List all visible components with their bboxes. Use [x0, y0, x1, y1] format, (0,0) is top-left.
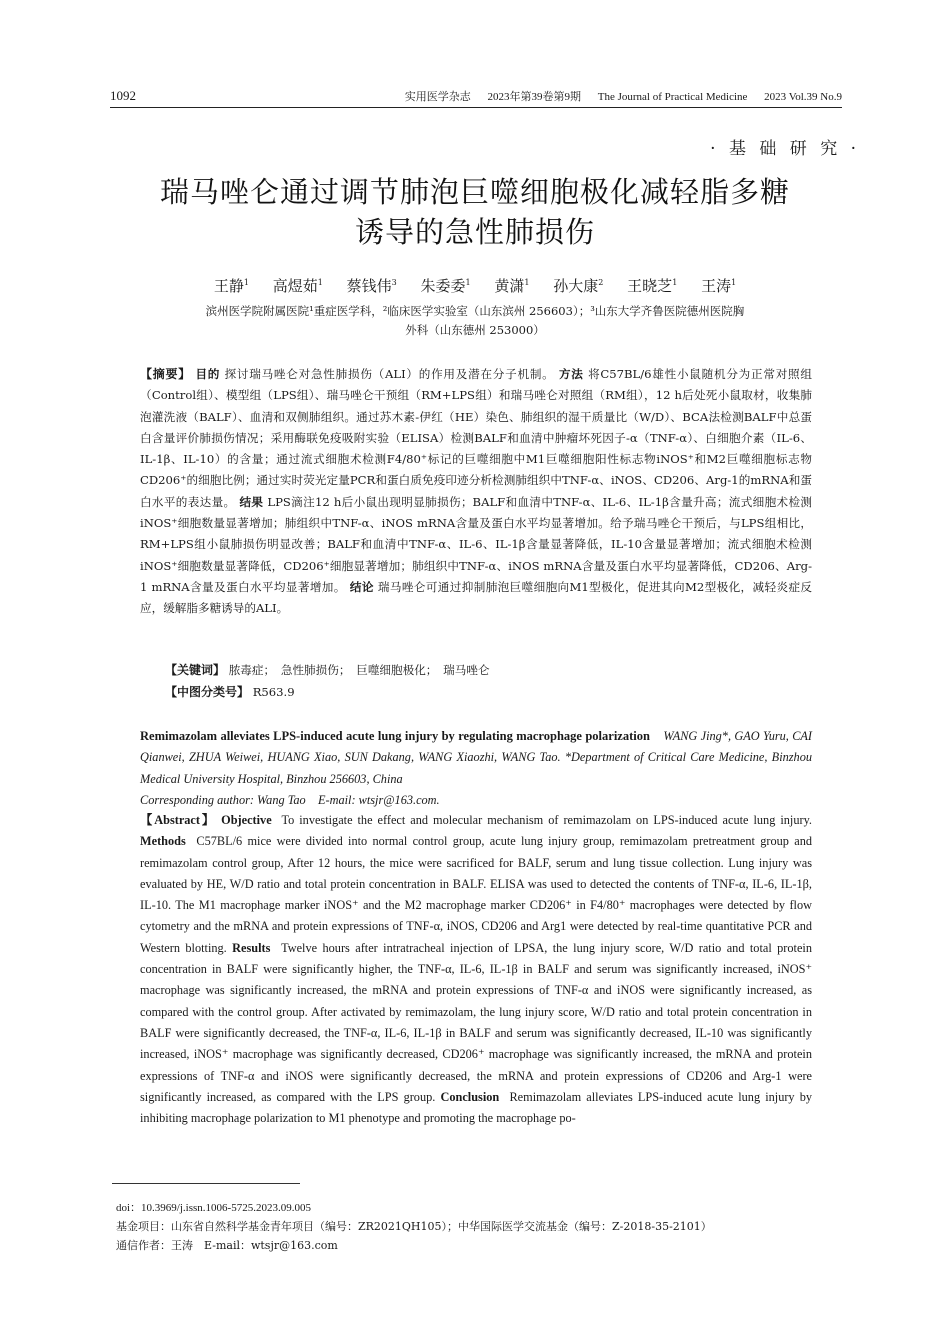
methods-heading: 方法 — [558, 367, 584, 381]
results-heading-en: Results — [232, 940, 271, 955]
author: 王晓芝$^1$ — [627, 277, 678, 295]
abstract-cn — [140, 364, 812, 620]
objective-text-en: To investigate the effect and molecular mechanism of remimazolam on LPS-induced acute lung injury. — [281, 813, 812, 827]
author: 高煜茹$^1$ — [272, 277, 323, 295]
correspondence: 通信作者：王涛 E-mail：wtsjr@163.com — [116, 1239, 338, 1252]
english-title-block — [140, 726, 812, 811]
abstract-en-label: 【Abstract】 — [140, 813, 217, 827]
keywords-text: 脓毒症； 急性肺损伤； 巨噬细胞极化； 瑞马唑仑 — [228, 663, 490, 677]
section-label: · 基 础 研 究 · — [710, 139, 860, 159]
author-list — [95, 275, 855, 296]
abstract-en — [140, 810, 812, 1129]
footnote-rule — [112, 1183, 300, 1184]
journal-issue-en: 2023 Vol.39 No.9 — [764, 91, 842, 103]
methods-text: 将C57BL/6雄性小鼠随机分为正常对照组（Control组）、模型组（LPS组）、瑞马唑仑干预组（RM+LPS组）和瑞马唑仑对照组（RM组），12 h后处死小鼠取材，收集肺泡灌洗液（BALF）、血清和双侧肺组织。通过苏木素-伊红（HE）染色、肺组织的湿干质量比（W/D）、BCA法检测BALF中总蛋白含量评价肺损伤情况；采用酶联免疫吸附实验（ELISA）检测BALF和血清中肿瘤坏死因子-α（TNF-α）、白细胞介素（IL-6、IL-1β、IL-10）的含量；通过流式细胞术检测F4/80⁺标记的巨噬细胞中M1巨噬细胞阳性标志物iNOS⁺和M2巨噬细胞标志物CD206⁺的细胞比例；通过实时荧光定量PCR和蛋白质免疫印迹分析检测肺组织中TNF-α、iNOS、CD206、Arg-1的mRNA和蛋白水平的表达量。 — [140, 367, 812, 509]
objective-text: 探讨瑞马唑仑对急性肺损伤（ALI）的作用及潜在分子机制。 — [224, 367, 555, 381]
journal-info — [391, 88, 842, 104]
clc-label: 【中图分类号】 — [165, 685, 250, 699]
title-line-2: 诱导的急性肺损伤 — [354, 215, 595, 249]
header-rule — [110, 107, 842, 108]
author: 王静$^1$ — [213, 277, 249, 295]
conclusion-text-en: Remimazolam alleviates LPS-induced acute lung injury by inhibiting macrophage polarization to M1 phenotype and promoting the macrophage po- — [140, 1089, 812, 1126]
objective-heading-en: Objective — [221, 813, 272, 827]
english-authors: WANG Jing*, GAO Yuru, CAI Qianwei, ZHUA Weiwei, HUANG Xiao, SUN Dakang, WANG Xiaozhi, WANG Tao. *Department of Critical Care Medicine, Binzhou Medical University Hospital, Binzhou 256603, China — [140, 729, 813, 786]
journal-name-en: The Journal of Practical Medicine — [597, 91, 748, 103]
methods-heading-en: Methods — [140, 834, 186, 849]
conclusion-text: 瑞马唑仑可通过抑制肺泡巨噬细胞向M1型极化，促进其向M2型极化，减轻炎症反应，缓解脂多糖诱导的ALI。 — [140, 579, 813, 616]
conclusion-heading: 结论 — [349, 579, 374, 594]
page-number: 1092 — [110, 88, 136, 103]
results-text-en: Twelve hours after intratracheal injection of LPSA, the lung injury score, W/D ratio and total protein concentration in BALF were significantly higher, the TNF-α, IL-6, IL-1β in BALF and serum was significantly increased, iNOS⁺ macrophage was significantly increased, the mRNA and protein expressions of TNF-α and iNOS were significantly increased, as compared with the control group. After activated by remimazolam, the lung injury score, W/D ratio and total protein concentration in BALF were significantly decreased, the TNF-α, IL-6, IL-1β in BALF and serum was significantly decreased, IL-10 was significantly increased, iNOS⁺ macrophage was significantly decreased, CD206⁺ macrophage was significantly increased, the mRNA and protein expressions of TNF-α and iNOS were significantly decreased, the mRNA and protein expressions of CD206 and Arg-1 were significantly increased, as compared with the LPS group. — [140, 940, 812, 1104]
clc-number — [165, 682, 815, 703]
results-text: LPS滴注12 h后小鼠出现明显肺损伤；BALF和血清中TNF-α、IL-6、IL-1β含量升高；流式细胞术检测iNOS⁺细胞数量显著增加；肺组织中TNF-α、iNOS mRNA含量及蛋白水平均显著增加。给予瑞马唑仑干预后，与LPS组相比，RM+LPS组小鼠肺损伤明显改善；BALF和血清中TNF-α、IL-6、IL-1β含量显著降低，IL-10含量显著增加；流式细胞术检测iNOS⁺细胞数量显著降低，CD206⁺细胞显著增加；肺组织中TNF-α、iNOS mRNA含量及蛋白水平均显著降低，CD206、Arg-1 mRNA含量及蛋白水平均显著增加。 — [140, 494, 812, 594]
journal-issue-cn: 2023年第39卷第9期 — [487, 91, 581, 103]
funding: 基金项目：山东省自然科学基金青年项目（编号：ZR2021QH105）；中华国际医学交流基金（编号：Z-2018-35-2101） — [116, 1220, 712, 1233]
journal-name-cn: 实用医学杂志 — [404, 91, 471, 103]
author: 蔡钱伟$^3$ — [346, 277, 397, 295]
author: 朱委委$^1$ — [420, 277, 471, 295]
keywords — [165, 660, 815, 681]
affiliation-line-1: 滨州医学院附属医院¹重症医学科，²临床医学实验室（山东滨州 256603）；³山东大学齐鲁医院德州医院胸 — [205, 304, 745, 318]
corresponding-author: Corresponding author: Wang Tao E-mail: wtsjr@163.com. — [140, 792, 440, 807]
english-title: Remimazolam alleviates LPS-induced acute lung injury by regulating macrophage polarization — [140, 729, 650, 743]
author: 孙大康$^2$ — [553, 277, 604, 295]
doi: doi：10.3969/j.issn.1006-5725.2023.09.005 — [116, 1202, 311, 1214]
results-heading: 结果 — [239, 494, 264, 509]
clc-text: R563.9 — [252, 685, 295, 699]
objective-heading: 目的 — [195, 367, 221, 381]
keywords-label: 【关键词】 — [165, 663, 226, 677]
affiliation-line-2: 外科（山东德州 253000） — [405, 323, 545, 337]
affiliations — [140, 302, 810, 340]
author: 黄潇$^1$ — [494, 277, 530, 295]
methods-text-en: C57BL/6 mice were divided into normal control group, acute lung injury group, remimazolam pretreatment group and remimazolam control group, After 12 hours, the mice were sacrificed for BALF, serum and lung tissue collection. Lung injury was evaluated by HE, W/D ratio and total protein concentration in BALF. ELISA was used to detected the contents of TNF-α, IL-6, IL-1β, IL-10. The M1 macrophage marker iNOS⁺ and the M2 macrophage marker CD206⁺ in F4/80⁺ macrophages were detected by flow cytometry and the mRNA and protein expressions of TNF-α, iNOS, CD206 and Arg1 were detected by real-time quantitative PCR and Western blotting. — [140, 834, 812, 955]
article-title — [95, 172, 855, 252]
author: 王涛$^1$ — [701, 277, 737, 295]
conclusion-heading-en: Conclusion — [440, 1089, 500, 1104]
title-line-1: 瑞马唑仑通过调节肺泡巨噬细胞极化减轻脂多糖 — [159, 175, 790, 209]
abstract-cn-label: 【摘要】 — [140, 367, 191, 381]
